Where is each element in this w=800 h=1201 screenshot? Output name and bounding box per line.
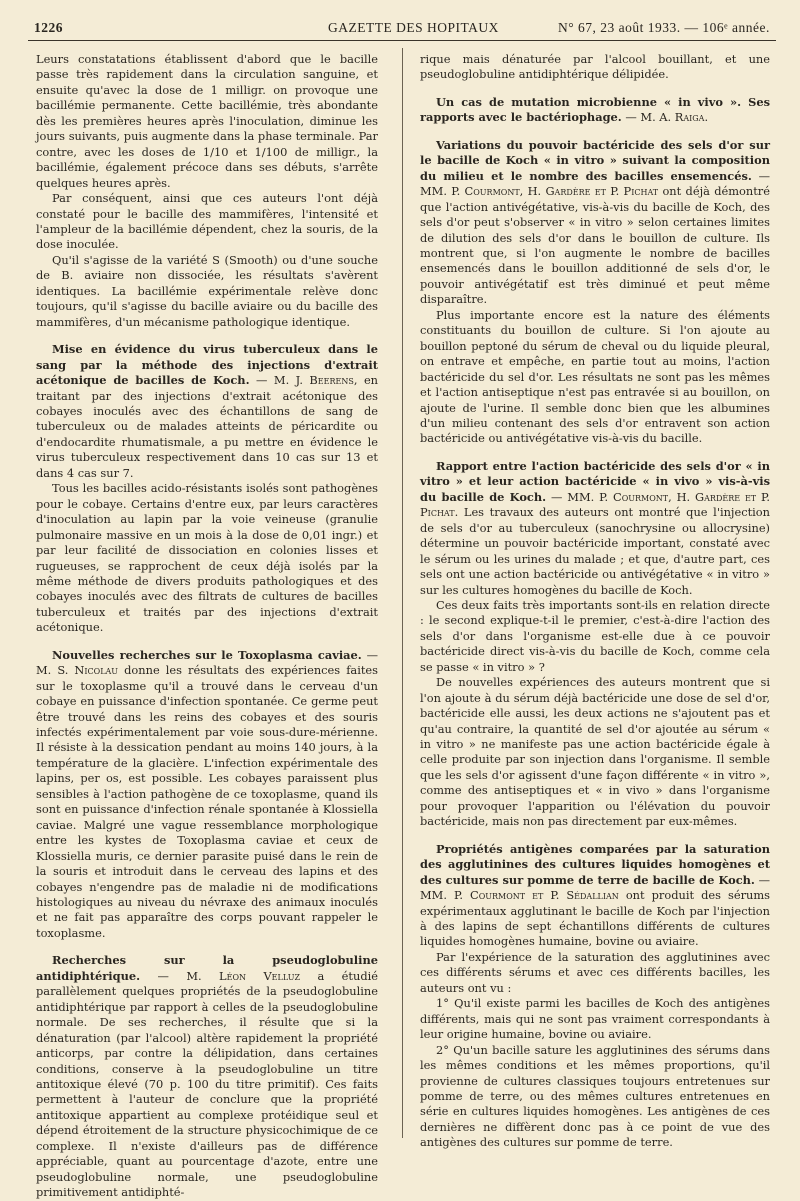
article-author: M. Léon Velluz [186,968,301,983]
article-title: Variations du pouvoir bactéricide des sels d'or sur le bacille de Koch « in vitro » suivant la composition du milieu et le nombre des bacilles ensemencés. [420,137,770,183]
article-text: en traitant par des injections d'extrait acétonique des cobayes inoculés avec des échantillons de sang de tuberculeux ou de malades atteints de péricardite ou d'endocardite rhumatismale, a pu mettre en évidence le virus tuberculeux respectivement dans 10 cas sur 13 et dans 4 cas sur 7. [36,373,379,480]
article-text: Les travaux des auteurs ont montré que l'injection de sels d'or au tuberculeux (sanochrysine ou allocrysine) détermine un pouvoir bactéricide important, constaté avec le sérum ou les urines du malade ; et que, d'autre part, ces sels ont une action bactéricide ou antivégétative « in vitro » sur les cultures homogènes du bacille de Koch. [420,505,771,597]
page-number: 1226 [34,20,63,35]
paragraph: 2° Qu'un bacille sature les agglutinines des sérums dans les mêmes conditions et les mêmes proportions, qu'il provienne de cultures classiques toujours entretenues sur pomme de terre, ou des mêmes cultures entretenues en série en cultures liquides homogènes. Les antigènes de ces dernières ne diffèrent donc pas à ce point de vue des antigènes des cultures sur pomme de terre. [420,1042,770,1150]
article-author: MM. P. Courmont, H. Gardère et P. Pichat. [420,489,770,520]
article-author: M. J. Beerens, [273,373,358,388]
article-antigens: Propriétés antigènes comparées par la saturation des agglutinines des cultures liquides homogènes et des cultures sur pomme de terre de bacille de Koch. — MM. P. Courmont et P. Sédallian ont produit des sérums expérimentaux agglutinant le bacille de Koch par l'injection à des lapins de sept échantillons différents de cultures liquides homogènes humaine, bovine ou aviaire. [420,841,771,949]
paragraph: Leurs constatations établissent d'abord que le bacille passe très rapidement dans la circulation sanguine, et ensuite qu'avec la dose de 1 milligr. on provoque une bacillémie permanente. Cette bacillémie, très abondante dès les premières heures après l'inoculation, diminue les jours suivants, puis augmente dans la phase terminale. Par contre, avec les doses de 1/10 et 1/100 de milligr., la bacillémie, également précoce dans ses débuts, s'arrête quelques heures après. [36,52,378,190]
right-column [420,52,770,1151]
paragraph: rique mais dénaturée par l'alcool bouillant, et une pseudoglobuline antidiphtérique délipidée. [420,52,770,82]
paragraph: Par conséquent, ainsi que ces auteurs l'ont déjà constaté pour le bacille des mammifères, l'intensité et l'ampleur de la bacillémie dépendent, chez la souris, de la dose inoculée. [36,191,378,252]
article-author: MM. P. Courmont et P. Sédallian [420,888,619,903]
article-blood-virus: Mise en évidence du virus tuberculeux dans le sang par la méthode des injections d'extrait acétonique de bacilles de Koch. — M. J. Beerens, en traitant par des injections d'extrait acétonique des cobayes inoculés avec des échantillons de sang de tuberculeux ou de malades atteints de péricardite ou d'endocardite rhumatismale, a pu mettre en évidence le virus tuberculeux respectivement dans 10 cas sur 13 et dans 4 cas sur 7. [36,342,379,480]
article-text: ont déjà démontré que l'action antivégétative, vis-à-vis du bacille de Koch, des sels d'or peut s'observer « in vitro » selon certaines limites de dilution des sels d'or dans le bouillon de culture. Ils montrent que, si l'on augmente le nombre de bacilles ensemencés dans le bouillon additionné de sels d'or, le pouvoir antivégétatif est très diminué et peut même disparaître. [420,184,770,307]
article-text: donne les résultats des expériences faites sur le toxoplasme qu'il a trouvé dans le cerveau d'un cobaye en puissance d'infection spontanée. Ce germe peut être trouvé dans les reins des cobayes et des souris infectés expérimentalement par voie sous-dure-mérienne. Il résiste à la dessication pendant au moins 140 jours, à la température de la glacière. L'infection expérimentale des lapins, per os, est possible. Les cobayes paraissent plus sensibles à l'action pathogène de ce toxoplasme, quand ils sont en puissance d'infection rénale spontanée à Klossiella caviae. Malgré une vague ressemblance morphologique entre les kystes de Toxoplasma caviae et ceux de Klossiella muris, ce dernier parasite puisé dans le rein de la souris et introduit dans le cerveau des lapins et des cobayes n'engendre pas de maladie ni de modifications histologiques au niveau du névraxe des animaux inoculés et ne fait pas apparaître des corps pouvant rappeler le toxoplasme. [36,663,379,940]
paragraph: De nouvelles expériences des auteurs montrent que si l'on ajoute à du sérum déjà bactéricide une dose de sel d'or, bactéricide elle aussi, les deux actions ne s'ajoutent pas et qu'au contraire, la quantité de sel d'or ajoutée au sérum « in vitro » ne manifeste pas une action bactéricide égale à celle produite par son injection dans l'organisme. Il semble que les sels d'or agissent d'une façon différente « in vitro », comme des antiseptiques et « in vivo » dans l'organisme pour provoquer l'apparition ou l'élévation du pouvoir bactéricide, mais non pas directement par eux-mêmes. [420,675,770,829]
article-text: ont produit des sérums expérimentaux agglutinant le bacille de Koch par l'injection à des lapins de sept échantillons différents de cultures liquides homogènes humaine, bovine ou aviaire. [420,888,771,949]
article-author: M. A. Raiga. [640,110,709,125]
column-divider [402,48,403,1138]
article-gold-salts-relation: Rapport entre l'action bactéricide des sels d'or « in vitro » et leur action bactéricide « in vivo » vis-à-vis du bacille de Koch. — MM. P. Courmont, H. Gardère et P. Pichat. Les travaux des auteurs ont montré que l'injection de sels d'or au tuberculeux (sanochrysine ou allocrysine) détermine un pouvoir bactéricide important, constaté avec le sérum ou les urines du malade ; et que, d'autre part, ces sels ont une action bactéricide ou antivégétative « in vitro » sur les cultures homogènes du bacille de Koch. [420,458,771,597]
page-header [28,18,776,41]
article-title: Rapport entre l'action bactéricide des sels d'or « in vitro » et leur action bactéricide « in vivo » vis-à-vis du bacille de Koch. [420,458,770,504]
paragraph: Par l'expérience de la saturation des agglutinines avec ces différents sérums et avec ces différents bacilles, les auteurs ont vu : [420,949,770,995]
article-title: Recherches sur la pseudoglobuline antidiphtérique. [36,953,378,983]
article-title: Mise en évidence du virus tuberculeux dans le sang par la méthode des injections d'extrait acétonique de bacilles de Koch. [36,342,378,388]
paragraph: Tous les bacilles acido-résistants isolés sont pathogènes pour le cobaye. Certains d'entre eux, par leurs caractères d'inoculation au lapin par la voie veineuse (granulie pulmonaire massive en un mois à la dose de 0,01 ingr.) et par leur facilité de dissociation en colonies lisses et rugueuses, se rapprochent de ceux déjà isolés par la même méthode de divers produits pathologiques et des cobayes inoculés avec des filtrats de cultures de bacilles tuberculeux et traités par des injections d'extrait acétonique. [36,481,378,635]
article-title: Nouvelles recherches sur le Toxoplasma caviae. [52,647,362,662]
issue-info: N° 67, 23 août 1933. — 106ᵉ année. [558,20,770,35]
paragraph: Plus importante encore est la nature des éléments constituants du bouillon de culture. Si l'on ajoute au bouillon peptoné du sérum de cheval ou du liquide pleural, on entrave et empêche, en partie tout au moins, l'action bactéricide du sel d'or. Les résultats ne sont pas les mêmes et l'action antiseptique n'est pas entravée si au bouillon, on ajoute de l'urine. Il semble donc bien que les albumines d'un milieu contenant des sels d'or entravent son action bactéricide ou antivégétative vis-à-vis du bacille. [420,307,770,446]
article-text: a étudié parallèlement quelques propriétés de la pseudoglobuline antidiphtérique par rapport à celles de la pseudoglobuline normale. De ses recherches, il résulte que si la dénaturation (par l'alcool) altère rapidement la propriété anticorps, par contre la délipidation, dans certaines conditions, conserve à la pseudoglobuline un titre antitoxique élevé (70 p. 100 du titre primitif). Ces faits permettent à l'auteur de conclure que la propriété antitoxique appartient au complexe protéidique seul et dépend étroitement de la structure physicochimique de ce complexe. Il n'existe d'ailleurs pas de différence appréciable, quant au pourcentage d'azote, entre une pseudoglobuline normale, une pseudoglobuline primitivement antidiphté- [36,968,379,1200]
article-author: MM. P. Courmont, H. Gardère et P. Pichat [420,184,659,199]
article-title: Propriétés antigènes comparées par la saturation des agglutinines des cultures liquides homogènes et des cultures sur pomme de terre de bacille de Koch. [420,841,770,887]
article-title: Un cas de mutation microbienne « in vivo ». Ses rapports avec le bactériophage. [420,94,770,125]
paragraph: 1° Qu'il existe parmi les bacilles de Koch des antigènes différents, mais qui ne sont pas vraiment correspondants à leur origine humaine, bovine ou aviaire. [420,996,770,1042]
article-gold-salts-variations: Variations du pouvoir bactéricide des sels d'or sur le bacille de Koch « in vitro » suivant la composition du milieu et le nombre des bacilles ensemencés. — MM. P. Courmont, H. Gardère et P. Pichat ont déjà démontré que l'action antivégétative, vis-à-vis du bacille de Koch, des sels d'or peut s'observer « in vitro » selon certaines limites de dilution des sels d'or dans le bouillon de culture. Ils montrent que, si l'on augmente le nombre de bacilles ensemencés dans le bouillon additionné de sels d'or, le pouvoir antivégétatif est très diminué et peut même disparaître. [420,137,771,307]
paragraph: Qu'il s'agisse de la variété S (Smooth) ou d'une souche de B. aviaire non dissociée, les résultats s'avèrent identiques. La bacillémie expérimentale relève donc toujours, qu'il s'agisse du bacille aviaire ou du bacille des mammifères, d'un mécanisme pathologique identique. [36,252,378,329]
article-mutation: Un cas de mutation microbienne « in vivo ». Ses rapports avec le bactériophage. — M. A. Raiga. [420,94,770,125]
journal-title: GAZETTE DES HOPITAUX [328,20,499,35]
left-column [36,52,378,1201]
paragraph: Ces deux faits très importants sont-ils en relation directe : le second explique-t-il le premier, c'est-à-dire l'action des sels d'or dans l'organisme est-elle due à ce pouvoir bactéricide direct vis-à-vis du bacille de Koch, comme cela se passe « in vitro » ? [420,597,770,674]
article-pseudoglobuline: Recherches sur la pseudoglobuline antidiphtérique. — M. Léon Velluz a étudié parallèlement quelques propriétés de la pseudoglobuline antidiphtérique par rapport à celles de la pseudoglobuline normale. De ses recherches, il résulte que si la dénaturation (par l'alcool) altère rapidement la propriété anticorps, par contre la délipidation, dans certaines conditions, conserve à la pseudoglobuline un titre antitoxique élevé (70 p. 100 du titre primitif). Ces faits permettent à l'auteur de conclure que la propriété antitoxique appartient au complexe protéidique seul et dépend étroitement de la structure physicochimique de ce complexe. Il n'existe d'ailleurs pas de différence appréciable, quant au pourcentage d'azote, entre une pseudoglobuline normale, une pseudoglobuline primitivement antidiphté- [36,953,379,1200]
article-toxoplasma: Nouvelles recherches sur le Toxoplasma caviae. — M. S. Nicolau donne les résultats des expériences faites sur le toxoplasme qu'il a trouvé dans le cerveau d'un cobaye en puissance d'infection spontanée. Ce germe peut être trouvé dans les reins des cobayes et des souris infectés expérimentalement par voie sous-dure-mérienne. Il résiste à la dessication pendant au moins 140 jours, à la température de la glacière. L'infection expérimentale des lapins, per os, est possible. Les cobayes paraissent plus sensibles à l'action pathogène de ce toxoplasme, quand ils sont en puissance d'infection rénale spontanée à Klossiella caviae. Malgré une vague ressemblance morphologique entre les kystes de Toxoplasma caviae et ceux de Klossiella muris, ce dernier parasite puisé dans le rein de la souris et introduit dans le cerveau des lapins et des cobayes n'engendre pas de maladie ni de modifications histologiques au niveau du névraxe des animaux inoculés et ne fait pas apparaître des corps pouvant rappeler le toxoplasme. [36,647,379,940]
article-author: M. S. Nicolau [36,663,119,678]
